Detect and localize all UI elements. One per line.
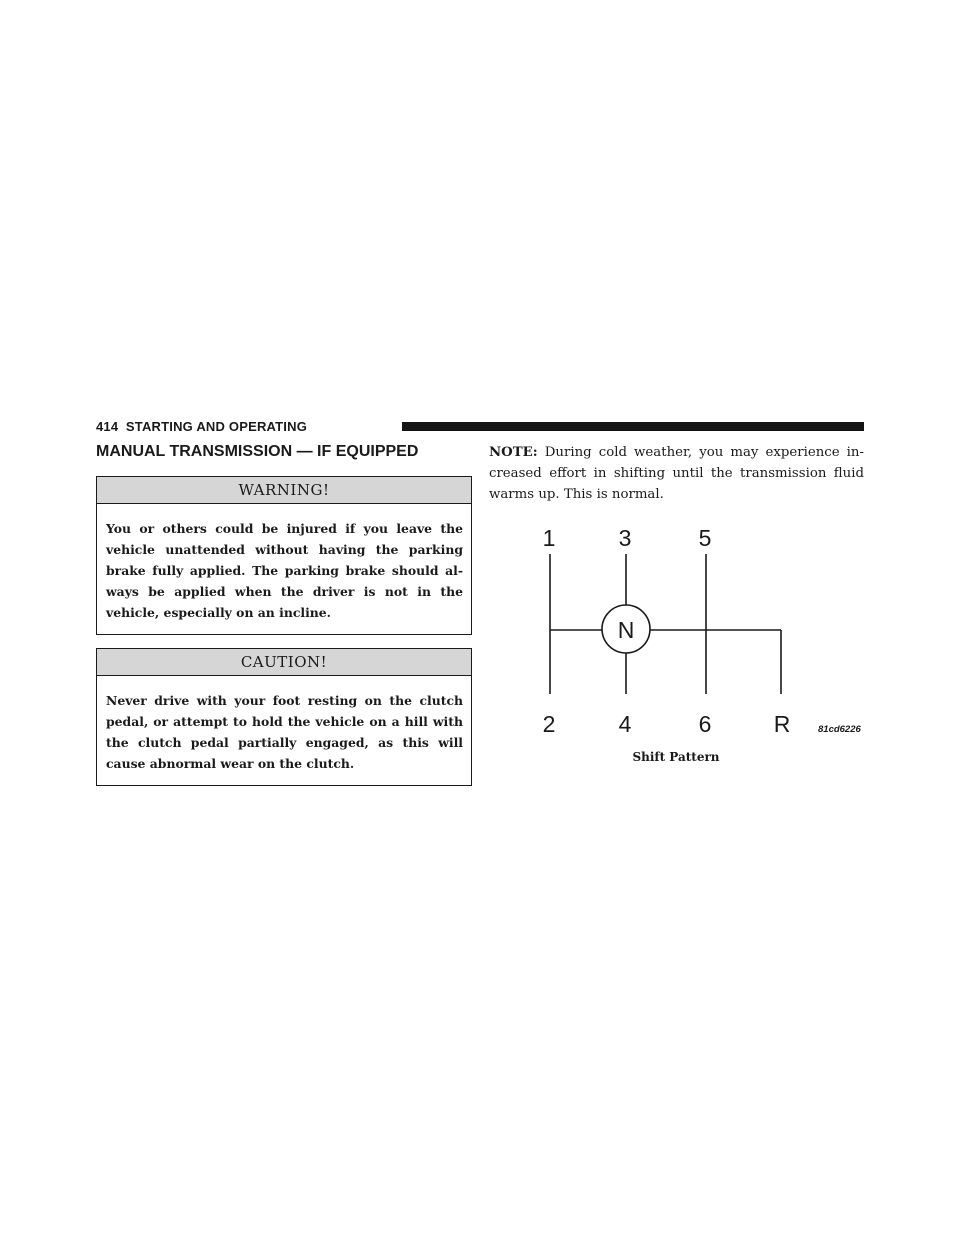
shift-pattern-diagram xyxy=(516,522,866,742)
page-number: 414 xyxy=(96,419,119,434)
page-header xyxy=(96,418,864,436)
neutral-label: N xyxy=(617,617,635,643)
shift-pattern-figure xyxy=(516,522,866,772)
caution-text: Never drive with your foot resting on the clutch pedal, or attempt to hold the vehicle on a hill with the clutch pedal partially engaged, as this will cause abnormal wear on the clutch. xyxy=(106,693,463,771)
warning-heading: WARNING! xyxy=(97,477,471,504)
gear-label-6: 6 xyxy=(698,711,712,737)
warning-box xyxy=(96,476,472,635)
gear-label-reverse: R xyxy=(773,711,791,737)
gear-label-3: 3 xyxy=(618,525,632,551)
figure-caption: Shift Pattern xyxy=(632,750,720,764)
caution-heading: CAUTION! xyxy=(97,649,471,676)
right-column xyxy=(489,442,864,505)
header-rule-bar xyxy=(402,422,864,431)
left-column xyxy=(96,442,472,786)
warning-text: You or others could be injured if you leave the vehicle unattended without having the parking brake fully applied. The parking brake should always be applied when the driver is not in the vehicle, especially on an incline. xyxy=(106,521,463,620)
section-title: MANUAL TRANSMISSION — IF EQUIPPED xyxy=(96,443,419,460)
gear-label-2: 2 xyxy=(542,711,556,737)
gear-label-4: 4 xyxy=(618,711,632,737)
note-label: NOTE: xyxy=(489,445,538,460)
gear-label-1: 1 xyxy=(542,525,556,551)
caution-box xyxy=(96,648,472,786)
note-paragraph xyxy=(489,442,864,505)
header-text xyxy=(96,419,313,435)
header-section-title: STARTING AND OPERATING xyxy=(125,419,308,434)
figure-code: 81cd6226 xyxy=(818,724,861,735)
note-text: During cold weather, you may experience increased effort in shifting until the transmission fluid warms up. This is normal. xyxy=(489,445,864,502)
gear-label-5: 5 xyxy=(698,525,712,551)
